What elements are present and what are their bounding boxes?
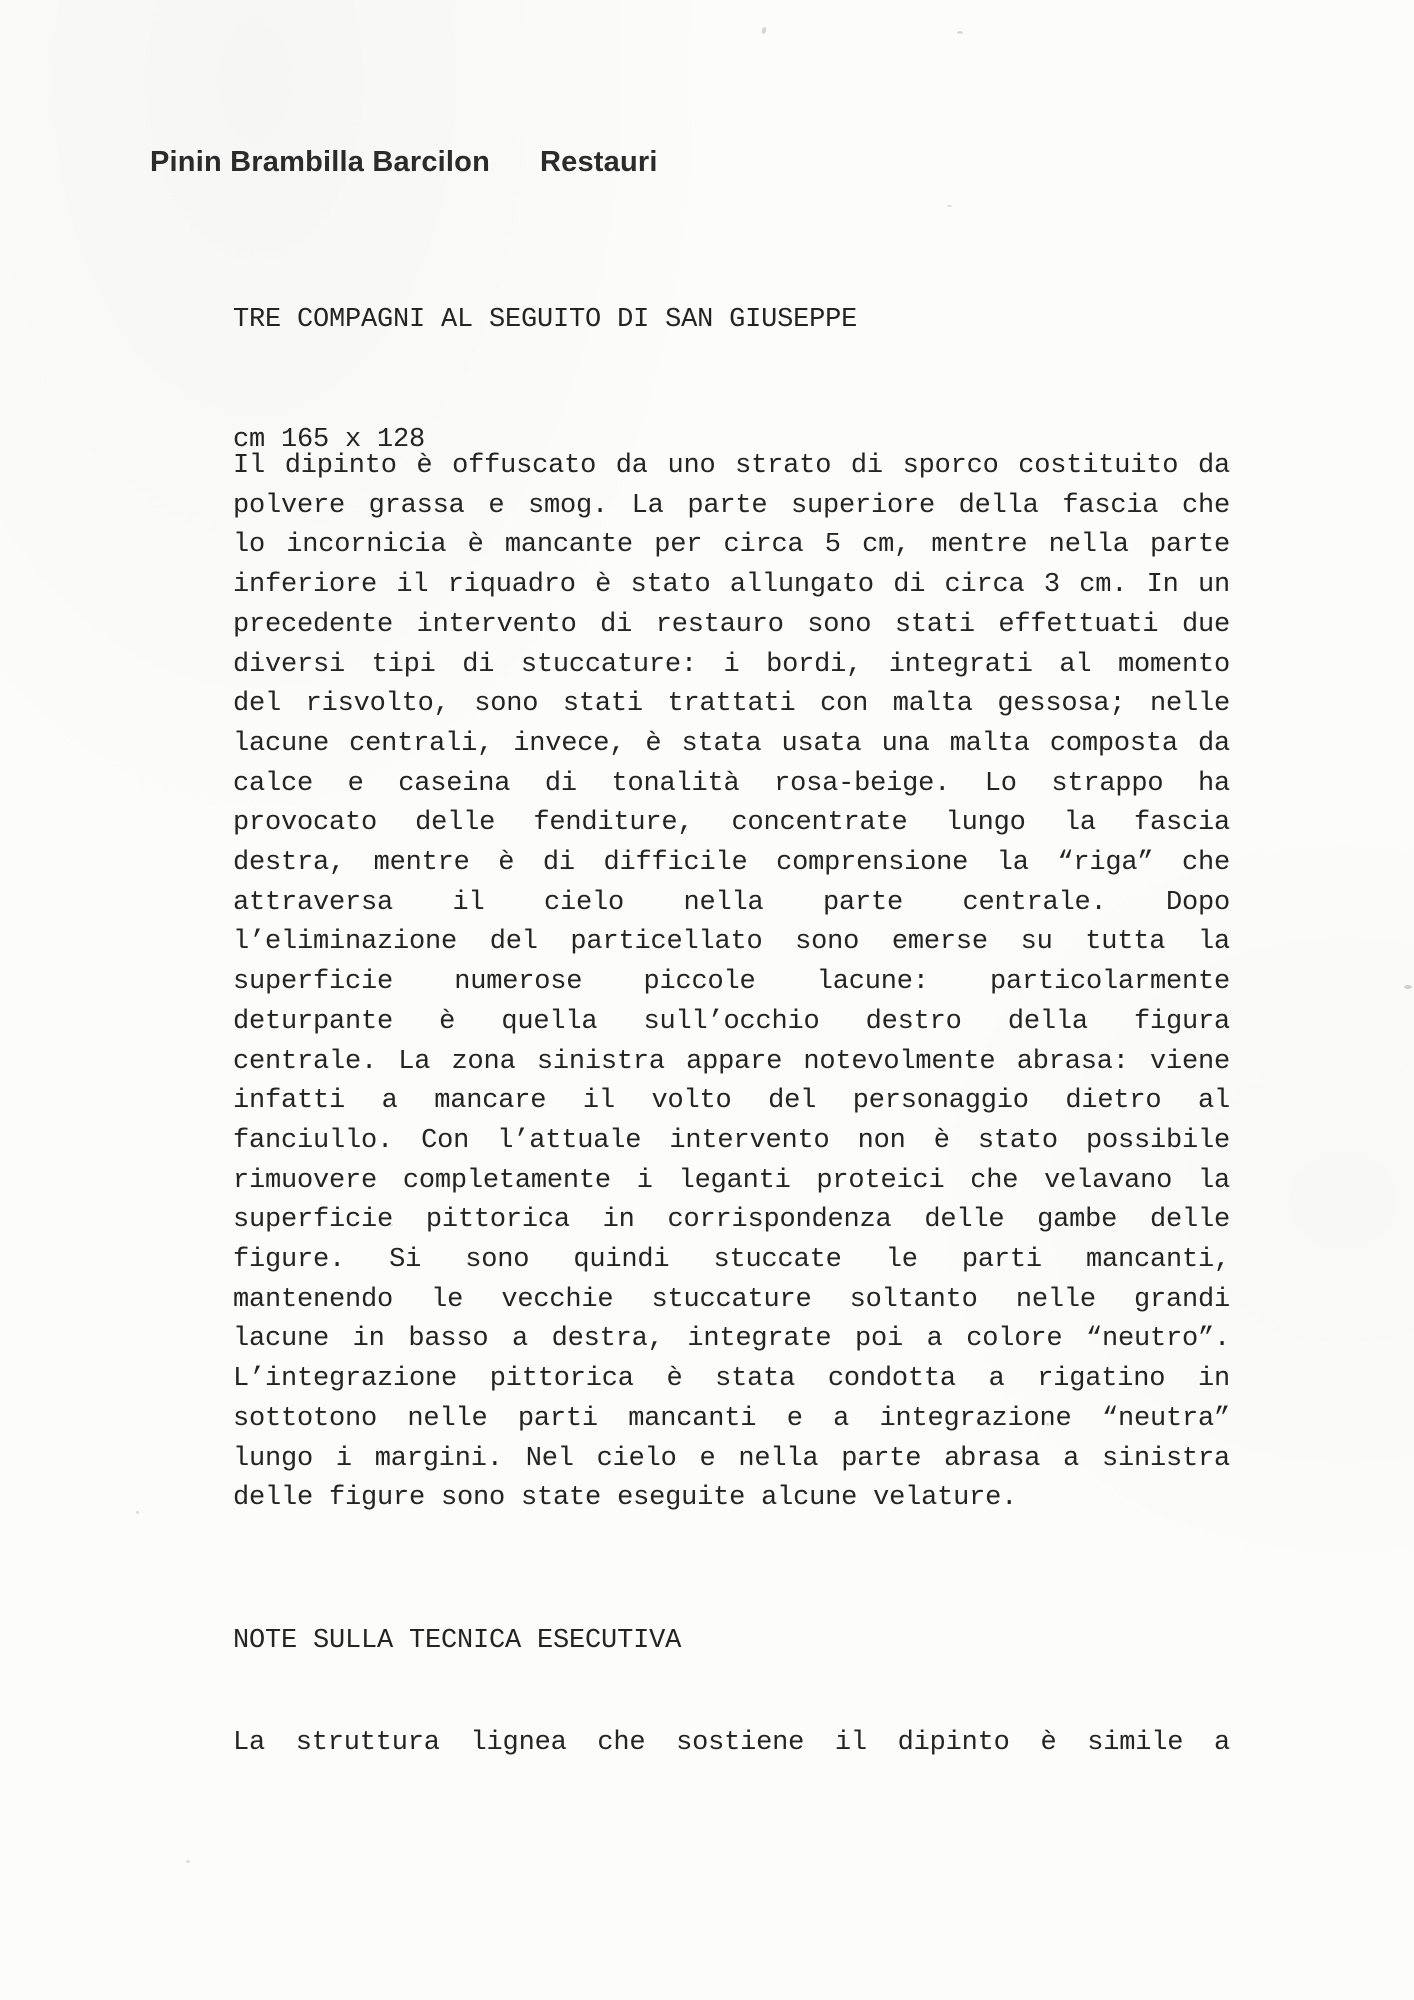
body-line: provocato delle fenditure, concentrate lungo la fascia — [233, 808, 1230, 839]
body-line: L’integrazione pittorica è stata condotta a rigatino in — [233, 1364, 1230, 1395]
body-line: calce e caseina di tonalità rosa-beige. Lo strappo ha — [233, 768, 1230, 799]
studio-label: Restauri — [540, 146, 658, 178]
body-line: centrale. La zona sinistra appare notevolmente abrasa: viene — [233, 1046, 1230, 1077]
restorer-name: Pinin Brambilla Barcilon — [150, 146, 490, 178]
body-line: sottotono nelle parti mancanti e a integrazione “neutra” — [233, 1403, 1230, 1434]
body-line: lacune centrali, invece, è stata usata una malta composta da — [233, 728, 1230, 759]
body-line: superficie numerose piccole lacune: particolarmente — [233, 967, 1230, 998]
artwork-dimensions: cm 165 x 128 — [233, 424, 426, 455]
section-first-line: La struttura lignea che sostiene il dipinto è simile a — [233, 1728, 1230, 1758]
body-line: lo incornicia è mancante per circa 5 cm, mentre nella parte — [233, 530, 1230, 561]
body-line: del risvolto, sono stati trattati con malta gessosa; nelle — [233, 689, 1230, 720]
body-line: fanciullo. Con l’attuale intervento non è stato possibile — [233, 1125, 1230, 1156]
body-line: lacune in basso a destra, integrate poi a colore “neutro”. — [233, 1324, 1230, 1355]
letterhead — [150, 146, 658, 179]
body-line: lungo i margini. Nel cielo e nella parte abrasa a sinistra — [233, 1443, 1230, 1474]
section-heading: NOTE SULLA TECNICA ESECUTIVA — [233, 1626, 682, 1656]
scan-speck — [390, 1224, 393, 1226]
body-line: figure. Si sono quindi stuccate le parti mancanti, — [233, 1245, 1230, 1276]
scan-speck — [136, 1511, 139, 1514]
scan-speck — [957, 31, 963, 34]
body-line: rimuovere completamente i leganti proteici che velavano la — [233, 1165, 1230, 1196]
body-line: deturpante è quella sull’occhio destro della figura — [233, 1006, 1230, 1037]
body-line: precedente intervento di restauro sono stati effettuati due — [233, 609, 1230, 640]
artwork-title: TRE COMPAGNI AL SEGUITO DI SAN GIUSEPPE — [233, 305, 858, 336]
body-line: diversi tipi di stuccature: i bordi, integrati al momento — [233, 649, 1230, 680]
scan-speck — [1404, 985, 1412, 989]
scan-speck — [947, 205, 952, 207]
body-line: superficie pittorica in corrispondenza delle gambe delle — [233, 1205, 1230, 1236]
body-line: attraversa il cielo nella parte centrale. Dopo — [233, 887, 1230, 918]
scan-speck — [186, 1860, 190, 1863]
body-line: inferiore il riquadro è stato allungato di circa 3 cm. In un — [233, 570, 1230, 601]
body-line: mantenendo le vecchie stuccature soltanto nelle grandi — [233, 1284, 1230, 1315]
body-line: delle figure sono state eseguite alcune velature. — [233, 1483, 1018, 1514]
body-line: l’eliminazione del particellato sono emerse su tutta la — [233, 927, 1230, 958]
body-line: polvere grassa e smog. La parte superiore della fascia che — [233, 490, 1230, 521]
body-line: infatti a mancare il volto del personaggio dietro al — [233, 1086, 1230, 1117]
body-line: Il dipinto è offuscato da uno strato di sporco costituito da — [233, 451, 1230, 481]
body-line: destra, mentre è di difficile comprensione la “riga” che — [233, 848, 1230, 879]
scan-speck — [1046, 1423, 1049, 1426]
report-body — [233, 447, 1230, 1519]
